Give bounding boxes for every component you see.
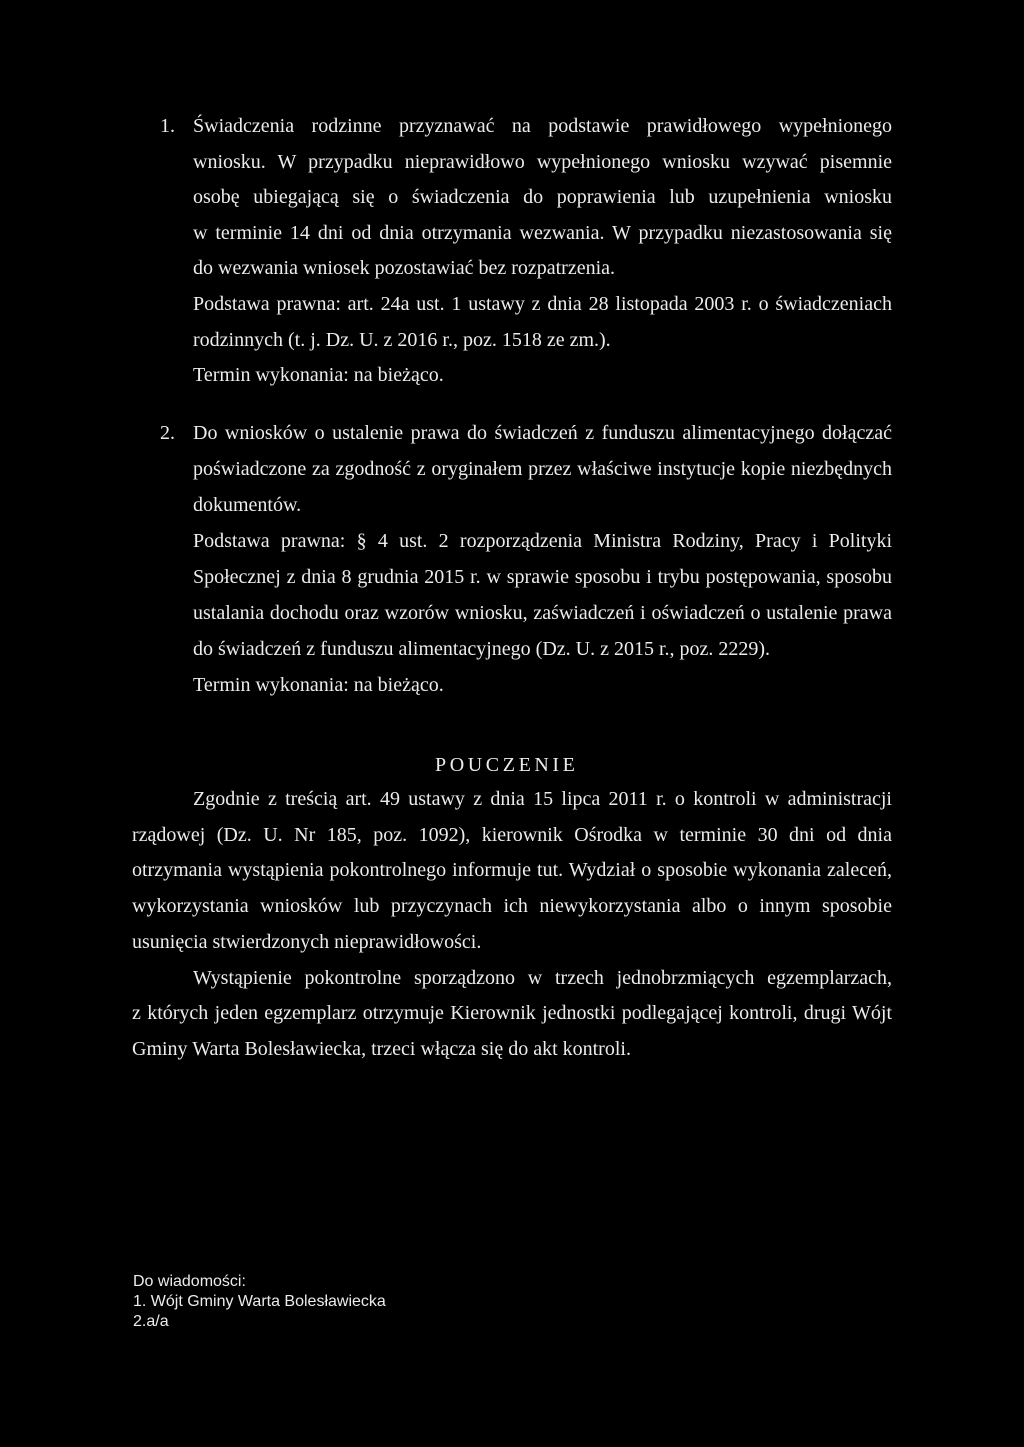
recommendation-item-1: [160, 109, 892, 394]
item-text-line: w terminie 14 dni od dnia otrzymania wezwania. W przypadku niezastosowania się: [193, 221, 892, 244]
distribution-recipient: 2.a/a: [133, 1313, 169, 1330]
distribution-list: [133, 1272, 386, 1332]
paragraph-line: usunięcia stwierdzonych nieprawidłowości.: [132, 930, 482, 953]
legal-basis-line: do świadczeń z funduszu alimentacyjnego (Dz. U. z 2015 r., poz. 2229).: [193, 638, 771, 660]
distribution-recipient: 1. Wójt Gminy Warta Bolesławiecka: [133, 1293, 386, 1310]
item-text-line: Do wniosków o ustalenie prawa do świadczeń z funduszu alimentacyjnego dołączać: [193, 422, 892, 444]
legal-basis-line: ustalania dochodu oraz wzorów wniosku, zaświadczeń i oświadczeń o ustalenie prawa: [193, 602, 892, 624]
item-text-line: wniosku. W przypadku nieprawidłowo wypełnionego wniosku wzywać pisemnie: [193, 150, 892, 173]
item-text-line: dokumentów.: [193, 494, 302, 516]
legal-basis-line: Podstawa prawna: § 4 ust. 2 rozporządzenia Ministra Rodziny, Pracy i Polityki: [193, 530, 892, 552]
item-text-line: do wezwania wniosek pozostawiać bez rozpatrzenia.: [193, 257, 616, 280]
paragraph-line: Gminy Warta Bolesławiecka, trzeci włącza się do akt kontroli.: [132, 1037, 631, 1060]
item-text-line: osobę ubiegającą się o świadczenia do poprawienia lub uzupełnienia wniosku: [193, 186, 892, 209]
recommendation-item-2: [160, 415, 892, 703]
legal-basis-line: rodzinnych (t. j. Dz. U. z 2016 r., poz. 1518 ze zm.).: [193, 328, 611, 351]
deadline: Termin wykonania: na bieżąco.: [193, 674, 444, 696]
deadline: Termin wykonania: na bieżąco.: [193, 364, 444, 387]
paragraph-line: rządowej (Dz. U. Nr 185, poz. 1092), kierownik Ośrodka w terminie 30 dni od dnia: [132, 823, 892, 846]
paragraph-line: Wystąpienie pokontrolne sporządzono w trzech jednobrzmiących egzemplarzach,: [193, 966, 892, 989]
pouczenie-body: [132, 782, 892, 1068]
item-text-line: Świadczenia rodzinne przyznawać na podstawie prawidłowego wypełnionego: [193, 115, 892, 137]
item-number: 2.: [160, 422, 175, 444]
section-heading: POUCZENIE: [435, 754, 579, 776]
paragraph-line: otrzymania wystąpienia pokontrolnego informuje tut. Wydział o sposobie wykonania zaleceń,: [132, 859, 892, 882]
paragraph-line: z których jeden egzemplarz otrzymuje Kierownik jednostki podlegającej kontroli, drugi Wójt: [132, 1002, 892, 1025]
paragraph-line: wykorzystania wniosków lub przyczynach ich niewykorzystania albo o innym sposobie: [132, 895, 892, 918]
distribution-heading: Do wiadomości:: [133, 1273, 246, 1290]
item-text-line: poświadczone za zgodność z oryginałem przez właściwe instytucje kopie niezbędnych: [193, 458, 892, 480]
legal-basis-line: Społecznej z dnia 8 grudnia 2015 r. w sprawie sposobu i trybu postępowania, sposobu: [193, 566, 892, 588]
item-number: 1.: [160, 115, 175, 137]
paragraph-line: Zgodnie z treścią art. 49 ustawy z dnia 15 lipca 2011 r. o kontroli w administracji: [193, 788, 892, 810]
legal-basis-line: Podstawa prawna: art. 24a ust. 1 ustawy z dnia 28 listopada 2003 r. o świadczeniach: [193, 292, 892, 315]
